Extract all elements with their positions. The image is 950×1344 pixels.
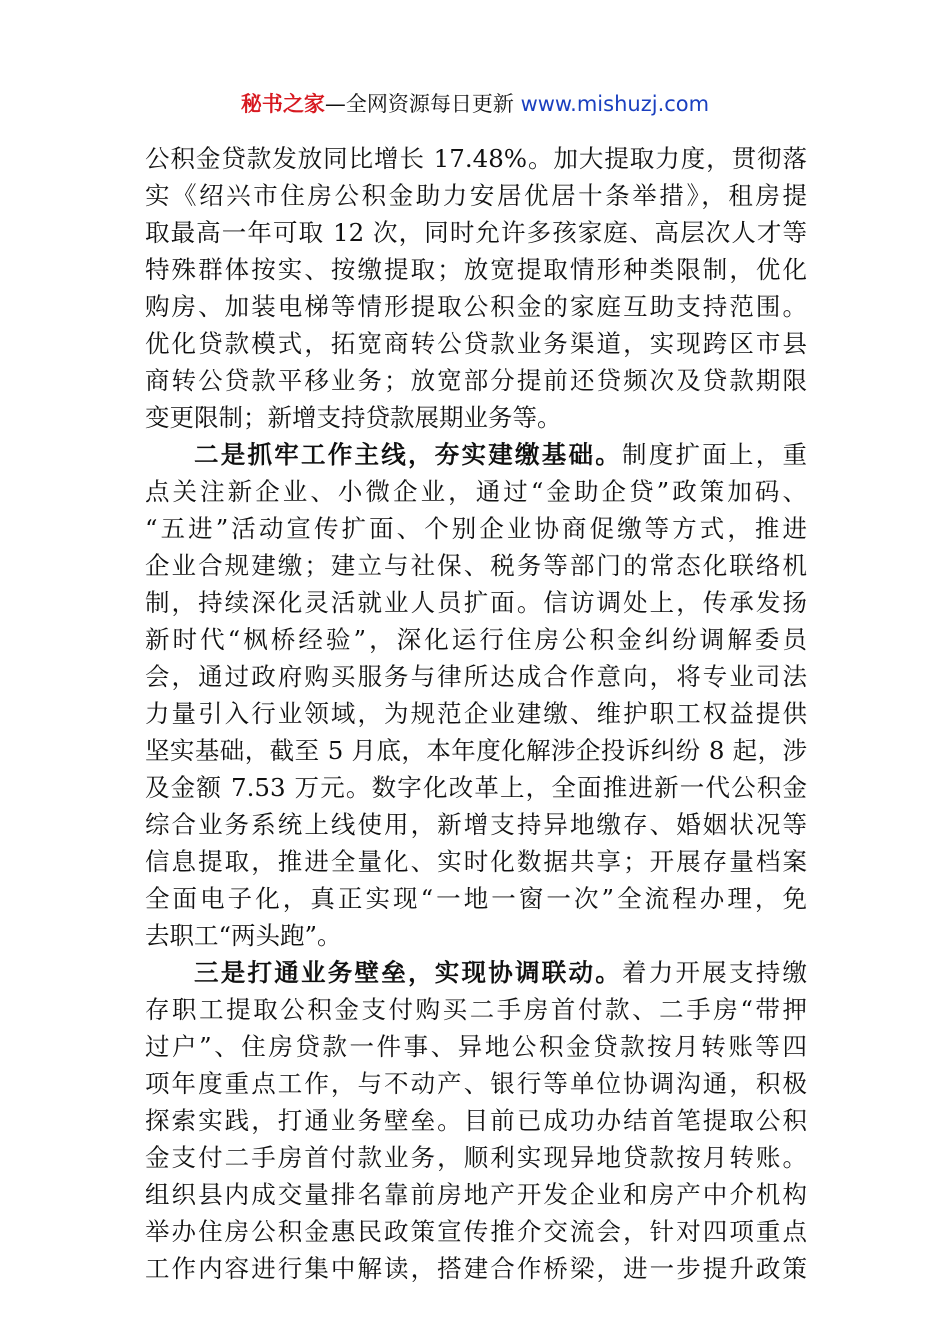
text-line: 综合业务系统上线使用，新增支持异地缴存、婚姻状况等 bbox=[145, 810, 807, 839]
text-line: 取最高一年可取 12 次，同时允许多孩家庭、高层次人才等 bbox=[145, 218, 807, 247]
site-header bbox=[0, 88, 950, 120]
text-line: 新时代“枫桥经验”，深化运行住房公积金纠纷调解委员 bbox=[145, 625, 807, 654]
text-line: 全面电子化，真正实现“一地一窗一次”全流程办理，免 bbox=[145, 884, 807, 913]
document-body bbox=[145, 140, 807, 1287]
text-line: 实《绍兴市住房公积金助力安居优居十条举措》，租房提 bbox=[145, 181, 807, 210]
paragraph-2-heading: 二是抓牢工作主线，夯实建缴基础。 bbox=[194, 440, 622, 469]
text-line: 工作内容进行集中解读，搭建合作桥梁，进一步提升政策 bbox=[145, 1254, 807, 1283]
text-line: 变更限制；新增支持贷款展期业务等。 bbox=[145, 403, 562, 432]
text-line: 去职工“两头跑”。 bbox=[145, 921, 342, 950]
text-line: 公积金贷款发放同比增长 17.48%。加大提取力度，贯彻落 bbox=[145, 144, 807, 173]
paragraph-3-first-text: 着力开展支持缴 bbox=[622, 958, 807, 987]
text-line: 优化贷款模式，拓宽商转公贷款业务渠道，实现跨区市县 bbox=[145, 329, 807, 358]
text-line: 特殊群体按实、按缴提取；放宽提取情形种类限制，优化 bbox=[145, 255, 807, 284]
text-line: 力量引入行业领域，为规范企业建缴、维护职工权益提供 bbox=[145, 699, 807, 728]
text-line: 金支付二手房首付款业务，顺利实现异地贷款按月转账。 bbox=[145, 1143, 807, 1172]
text-line: 购房、加装电梯等情形提取公积金的家庭互助支持范围。 bbox=[145, 292, 807, 321]
text-line: 及金额 7.53 万元。数字化改革上，全面推进新一代公积金 bbox=[145, 773, 807, 802]
text-line: 会，通过政府购买服务与律所达成合作意向，将专业司法 bbox=[145, 662, 807, 691]
text-line: 信息提取，推进全量化、实时化数据共享；开展存量档案 bbox=[145, 847, 807, 876]
text-line: 企业合规建缴；建立与社保、税务等部门的常态化联络机 bbox=[145, 551, 807, 580]
text-line: 探索实践，打通业务壁垒。目前已成功办结首笔提取公积 bbox=[145, 1106, 807, 1135]
text-line: “五进”活动宣传扩面、个别企业协商促缴等方式，推进 bbox=[145, 514, 807, 543]
header-tagline: —全网资源每日更新 bbox=[324, 92, 514, 116]
text-line: 组织县内成交量排名靠前房地产开发企业和房产中介机构 bbox=[145, 1180, 807, 1209]
text-line: 存职工提取公积金支付购买二手房首付款、二手房“带押 bbox=[145, 995, 807, 1024]
text-line: 点关注新企业、小微企业，通过“金助企贷”政策加码、 bbox=[145, 477, 807, 506]
text-line: 制，持续深化灵活就业人员扩面。信访调处上，传承发扬 bbox=[145, 588, 807, 617]
text-line: 举办住房公积金惠民政策宣传推介交流会，针对四项重点 bbox=[145, 1217, 807, 1246]
paragraph-2-first-text: 制度扩面上，重 bbox=[622, 440, 807, 469]
brand-name: 秘书之家 bbox=[240, 92, 325, 116]
text-line: 坚实基础，截至 5 月底，本年度化解涉企投诉纠纷 8 起，涉 bbox=[145, 736, 807, 765]
paragraph-3-heading: 三是打通业务壁垒，实现协调联动。 bbox=[194, 958, 622, 987]
text-line: 商转公贷款平移业务；放宽部分提前还贷频次及贷款期限 bbox=[145, 366, 807, 395]
site-url-link[interactable]: www.mishuzj.com bbox=[513, 92, 710, 116]
text-line: 过户”、住房贷款一件事、异地公积金贷款按月转账等四 bbox=[145, 1032, 807, 1061]
text-line: 项年度重点工作，与不动产、银行等单位协调沟通，积极 bbox=[145, 1069, 807, 1098]
paragraph-3-first-line bbox=[145, 954, 807, 991]
paragraph-2-first-line bbox=[145, 436, 807, 473]
